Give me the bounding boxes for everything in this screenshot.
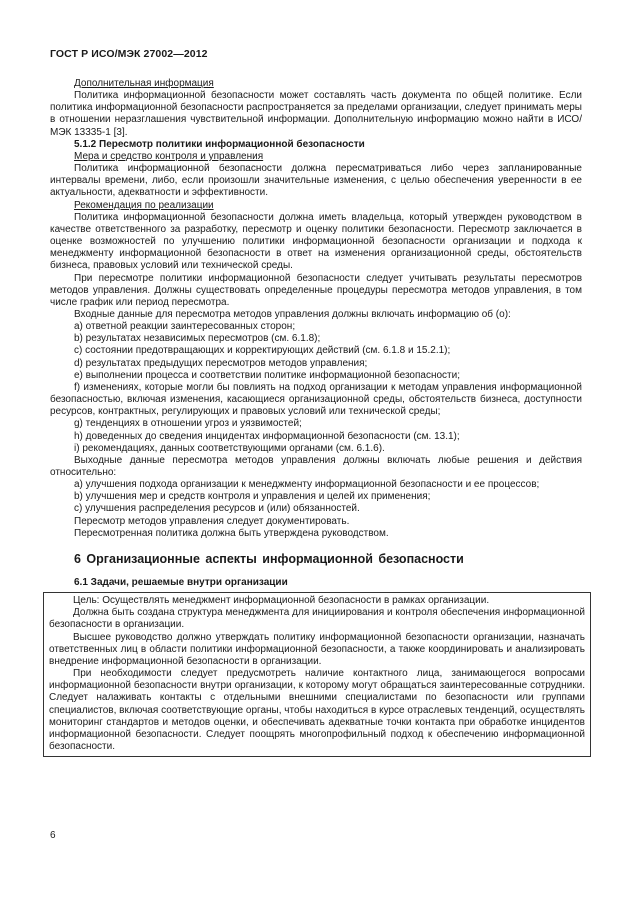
list-item: a) ответной реакции заинтересованных сторон;	[74, 321, 296, 333]
list-item: c) состоянии предотвращающих и корректирующих действий (см. 6.1.8 и 15.2.1);	[74, 345, 451, 357]
inputs-intro: Входные данные для пересмотра методов управления должны включать информацию об (о):	[74, 308, 511, 320]
section-6-title: 6 Организационные аспекты информационной безопасности	[74, 551, 464, 566]
implementation-paragraph-1: Политика информационной безопасности должна иметь владельца, который утвержден руководством в качестве ответственного за разработку, пересмотр и оценку политики безопасности. Пересмотр заключается в оценке возможностей по улучшению политики информационной безопасности организации и подхода к менеджменту информационной безопасности в ответ на изменения организационной среды, обстоятельств бизнеса, правовых условий или технической среды.	[50, 211, 582, 272]
objective-box	[43, 592, 591, 757]
implementation-heading: Рекомендация по реализации	[74, 199, 214, 211]
list-item: g) тенденциях в отношении угроз и уязвимостей;	[74, 418, 302, 430]
section-6-1-title: 6.1 Задачи, решаемые внутри организации	[74, 576, 288, 588]
list-item: i) рекомендациях, данных соответствующими органами (см. 6.1.6).	[74, 442, 385, 454]
list-item: c) улучшения распределения ресурсов и (или) обязанностей.	[74, 503, 360, 515]
control-heading: Мера и средство контроля и управления	[74, 150, 264, 162]
additional-info-heading: Дополнительная информация	[74, 78, 214, 89]
objective-paragraph-4: При необходимости следует предусмотреть наличие контактного лица, занимающегося вопросами информационной безопасности внутри организации, к которому могут обращаться заинтересованные сотрудники. Следует налаживать контакты с отдельными внешними специалистами по безопасности или группами специалистов, включая соответствующие органы, чтобы находиться в курсе отраслевых тенденций, осуществлять мониторинг стандартов и методов оценки, и обеспечивать адекватные точки контакта при обработке инцидентов информационной безопасности. Следует поощрять многопрофильный подход к обеспечению информационной безопасности.	[49, 668, 585, 752]
list-item: b) результатах независимых пересмотров (см. 6.1.8);	[74, 333, 321, 345]
objective-paragraph-3: Высшее руководство должно утверждать политику информационной безопасности организации, назначать ответственных лиц в области политики информационной безопасности, а также координировать и анализировать внедрение информационной безопасности в организации.	[49, 631, 585, 667]
outputs-intro: Выходные данные пересмотра методов управления должны включать любые решения и действия относительно:	[50, 454, 582, 478]
page-number: 6	[50, 830, 56, 841]
objective-paragraph-2: Должна быть создана структура менеджмента для инициирования и контроля обеспечения информационной безопасности в организации.	[49, 607, 585, 631]
list-item: e) выполнении процесса и соответствии политике информационной безопасности;	[74, 369, 460, 381]
control-text: Политика информационной безопасности должна пересматриваться либо через запланированные интервалы времени, либо, если произошли значительные изменения, с целью обеспечения уверенности в ее актуальности, адекватности и эффективности.	[50, 163, 582, 199]
additional-info-text: Политика информационной безопасности может составлять часть документа по общей политике. Если политика информационной безопасности распространяется за пределами организации, следует принимать меры в отношении неразглашения чувствительной информации. Дополнительную информацию можно найти в ИСО/МЭК 13335-1 [3].	[50, 90, 582, 138]
section-5-1-2-title: 5.1.2 Пересмотр политики информационной безопасности	[74, 138, 365, 150]
objective-text: Цель: Осуществлять менеджмент информационной безопасности в рамках организации.	[73, 595, 490, 607]
document-body	[49, 78, 585, 757]
approval-text: Пересмотренная политика должна быть утверждена руководством.	[74, 527, 389, 539]
list-item: d) результатах предыдущих пересмотров методов управления;	[74, 357, 368, 369]
documentation-text: Пересмотр методов управления следует документировать.	[74, 515, 350, 527]
list-item: h) доведенных до сведения инцидентах информационной безопасности (см. 13.1);	[74, 430, 460, 442]
list-item: a) улучшения подхода организации к менеджменту информационной безопасности и ее процессов;	[74, 479, 540, 491]
list-item: b) улучшения мер и средств контроля и управления и целей их применения;	[74, 491, 431, 503]
document-header: ГОСТ Р ИСО/МЭК 27002—2012	[50, 48, 208, 60]
implementation-paragraph-2: При пересмотре политики информационной безопасности следует учитывать результаты пересмотров методов управления. Должны существовать определенные процедуры пересмотра методов управления, в том числе график или период пересмотра.	[50, 272, 582, 308]
list-item: f) изменениях, которые могли бы повлиять на подход организации к методам управления информационной безопасностью, включая изменения, касающиеся организационной среды, обстоятельств бизнеса, доступности ресурсов, контрактных, регулирующих и правовых условий или технической среды;	[50, 381, 582, 418]
